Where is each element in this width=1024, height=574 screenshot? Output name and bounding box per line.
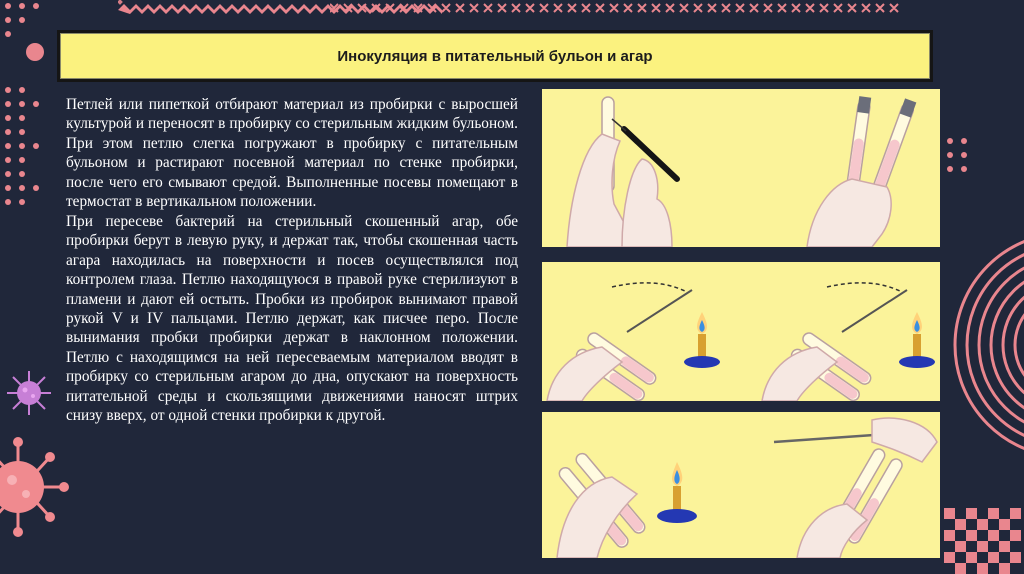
hand-holding-tubes xyxy=(807,179,891,247)
agar-streak-illustration xyxy=(542,412,940,558)
left-dot-grid-decoration xyxy=(0,0,60,250)
paragraph-agar: При пересеве бактерий на стерильный скошенный агар, обе пробирки берут в левую руку, и держат так, чтобы скошенная часть агара находилась на поверхности и посев осуществлялся под контролем глаза. Петлю находящуюся в правой руке стерилизуют в пламени и дают ей остыть. Пробки из пробирок вынимают правой рукой V и IV пальцами. Петлю держат, как писчее перо. После вынимания пробки пробирки держат в наклонном положении. Петлю с находящимся на ней пересеваемым материалом вводят в пробирку со стерильным агаром до дна, опускают на поверхность питательной среды и скользящими движениями наносят штрих снизу вверх, от одной стенки пробирки к другой. xyxy=(66,212,518,425)
virus-large-icon xyxy=(0,432,72,542)
body-text xyxy=(66,95,518,426)
hand-right xyxy=(622,159,672,247)
top-x-pattern-decoration xyxy=(330,2,930,16)
bunsen-burner xyxy=(657,462,697,523)
right-dot-decoration xyxy=(944,135,974,195)
virus-small-icon xyxy=(4,368,54,418)
right-concentric-arcs-decoration xyxy=(942,220,1024,470)
title-banner xyxy=(57,30,933,82)
paragraph-broth: Петлей или пипеткой отбирают материал из пробирки с выросшей культурой и переносят в пробирку со стерильным жидким бульоном. При этом петлю слегка погружают в пробирку с питательным бульоном и растирают посевной материал по стенке пробирки, после чего его смывают средой. Выполненные посевы помещают в термостат в вертикальном положении. xyxy=(66,96,518,211)
loop-sterilization-illustration xyxy=(542,262,940,401)
checker-decoration xyxy=(944,508,1024,574)
page-title: Инокуляция в питательный бульон и агар xyxy=(337,47,653,65)
bunsen-burner xyxy=(899,312,935,368)
pipette-transfer-illustration xyxy=(542,89,940,247)
bunsen-burner xyxy=(684,312,720,368)
